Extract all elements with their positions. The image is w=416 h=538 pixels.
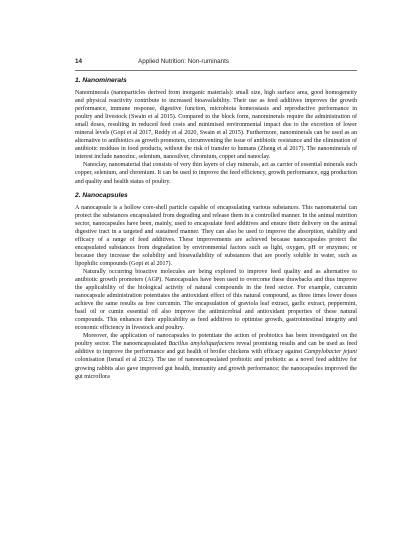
paragraph: Nanoclay, nanomaterial that consists of very thin layers of clay minerals, act as carrier of essential minerals such copper, selenium, and chromium. It can be used to improve the feed efficiency, growth performance, egg production and quality and health status of poultry. [75,162,357,185]
species-name: Bacillus amyloliquefaciens [168,341,235,348]
section-heading: 1. Nanominerals [75,77,127,84]
running-head [75,58,357,70]
running-title: Applied Nutrition: Non-ruminants [138,58,229,65]
paragraph: A nanocapsule is a hollow core-shell particle capable of encapsulating various substances. This nanomaterial can protect the substances encapsulated from degrading and release them in a controlled manner. In the animal nutrition sector, nanocapsules have been, mainly, used to encapsulate feed additives and ensure their delivery on the animal digestive tract in a targeted and sustained manner. They can also be used to improve the absorption, stability and efficacy of a range of feed additives. These improvements are achieved because nanocapsules protect the encapsulated substances from degradation by environmental factors such as light, oxygen, pH or enzymes; or because they increase the solubility and bioavailability of substances that are poorly soluble in water, such as lipophilic compounds (Gopi et al 2017). [75,204,357,267]
paragraph: Nanominerals (nanoparticles derived from inorganic materials): small size, high surface area, good homogeneity and physical reactivity contribute to increased bioavailability. Their use as feed additives improves the growth performance, immune response, digestive function, microbiota homeostasis and reproductive performance in poultry and livestock (Swain et al 2015). Compared to the block form, nanominerals require the administration of small doses, resulting in reduced feed costs and minimised environmental impact due to the excretion of lower mineral levels (Gopi et al 2017, Reddy et al 2020, Swain et al 2015). Furthermore, nanominerals can be used as an alternative to antibiotics as growth promoters, circumventing the issue of antibiotic resistance and the elimination of antibiotic residues in food products, without the risk of transfer to humans (Zheng et al 2017). The nanominerals of interest include nanozinc, selenium, nanosilver, chromium, copper and nanoclay. [75,90,357,161]
paragraph-text: reveal promising results and can be used as feed additive to improve the performance and gut health of broiler chickens with efficacy against [75,341,357,356]
page-number: 14 [75,58,83,65]
paragraph [75,332,357,380]
paragraph: Naturally occurring bioactive molecules are being explored to improve feed quality and as alternative to antibiotic growth promoters (AGP). Nanocapsules have been used to overcome these drawbacks and thus improve the applicability of the biological activity of natural compounds in the feed sector. For example, curcumin nanocapsule administration potentiates the antioxidant effect of this natural compound, as three times lower doses achieve the same results as free curcumin. The encapsulation of graviola leaf extract, garlic extract, peppermint, basil oil or cumin essential oil also improve the antimicrobial and antioxidant properties of these natural compounds. This enhances their applicability as feed additives to optimise growth, gastrointestinal integrity and economic efficiency in livestock and poultry. [75,268,357,332]
paragraph-text: Moreover, the application of nanocapsules to potentiate the action of probiotics has been investigated on the poultry sector. The nanoencapsulated [75,333,357,348]
header-rule [75,70,357,71]
section-nanocapsules [75,192,357,381]
paragraph-text: colonisation (Ismail et al 2023). The use of nanoencapsulated probiotic and prebiotic as a novel feed additive for growing rabbits also gave improved gut health, immunity and growth performance; the nanocapsules improved the gut microflora [75,357,357,380]
species-name: Campylobacter jejuni [304,349,357,356]
body-text [75,77,357,381]
section-heading: 2. Nanocapsules [75,191,128,199]
section-nanominerals [75,77,357,186]
